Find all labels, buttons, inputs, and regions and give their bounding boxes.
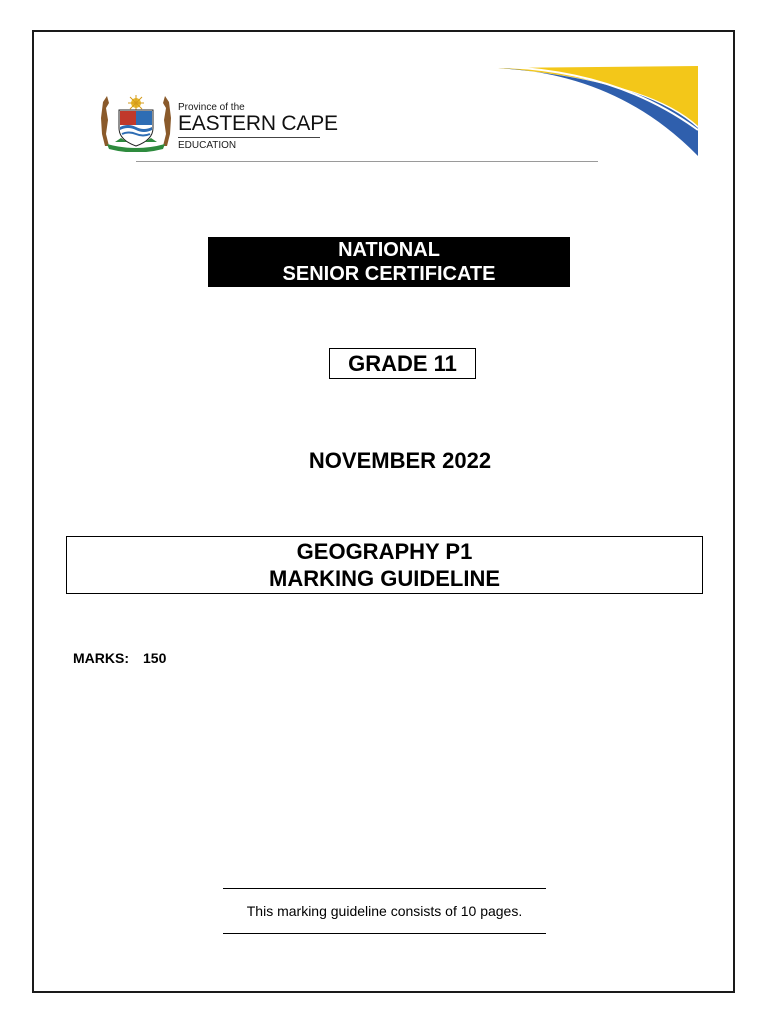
certificate-title-line1: NATIONAL: [338, 239, 440, 261]
brand-swoosh-graphic: [498, 64, 700, 158]
department-label: EDUCATION: [178, 137, 320, 151]
subject-title-box: [66, 536, 703, 594]
page-border: [32, 30, 735, 993]
subject-name: GEOGRAPHY P1: [296, 539, 473, 564]
grade-label: GRADE 11: [329, 348, 476, 379]
marks-info: [73, 650, 166, 666]
marks-value: 150: [143, 650, 167, 666]
document-type: MARKING GUIDELINE: [269, 566, 500, 591]
marks-label: MARKS:: [73, 650, 129, 666]
province-label: Province of the: [178, 102, 245, 113]
header-divider: [136, 161, 598, 162]
certificate-title-banner: [208, 237, 570, 287]
page-count-note: This marking guideline consists of 10 pages.: [223, 888, 546, 934]
exam-date: NOVEMBER 2022: [308, 448, 492, 473]
certificate-title-line2: SENIOR CERTIFICATE: [282, 263, 496, 285]
coat-of-arms-icon: [97, 94, 175, 152]
province-name: EASTERN CAPE: [178, 112, 338, 135]
department-logo: [97, 94, 337, 154]
logo-text: [178, 102, 348, 153]
